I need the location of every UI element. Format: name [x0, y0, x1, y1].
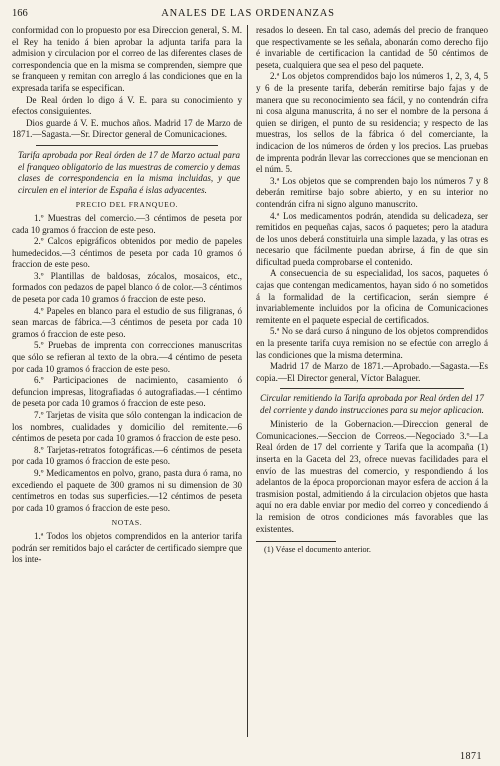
- right-column: [256, 25, 488, 556]
- note-item: 4.ª Los medicamentos podrán, atendida su delicadeza, ser remitidos en pequeñas cajas, sacos ó paquetes; pero la atadura de los unos deberá constituirla una simple lazada, y las otras es necesario que fácilmente puedan abrirse, á fin de que sin dificultad pueda comprobarse el contenido.: [256, 210, 488, 267]
- note-item: 5.ª No se dará curso á ninguno de los objetos comprendidos en la presente tarifa cuya remision no se efectúe con arreglo á las condiciones que la misma determina.: [256, 326, 488, 360]
- note-item: 2.ª Los objetos comprendidos bajo los números 1, 2, 3, 4, 5 y 6 de la presente tarifa, deberán remitirse bajo fajas y de manera que su reconocimiento sea fácil, y no contendrán cifra ni cosa alguna manuscrita, á no ser el nombre de la persona á quien se dirigen, el punto de su residencia; y respecto de las muestras, los sellos de la fábrica ó del comerciante, la indicacion de los números de órden y los precios. Las pruebas de imprenta podrán llevar las correcciones que se mencionan en el núm. 5.: [256, 71, 488, 175]
- paragraph: Ministerio de la Gobernacion.—Direccion general de Comunicaciones.—Seccion de Correos.—Negociado 3.º—La Real órden de 17 del corriente y Tarifa que la acompaña (1) inserta en la Gaceta del 23, ofrece nuevas facilidades para el envío de las muestras del comercio, y respondiendo á los adelantos de la época proporcionan mayor esfera de accion á la trasmision postal, admitiendo á la circulacion objetos que hasta aquí no era dable enviar por medio del correo y concediendo á la remision de otros condiciones más favorables que las existentes.: [256, 419, 488, 534]
- left-column: [12, 25, 242, 566]
- footnote-rule: [256, 541, 336, 542]
- column-divider: [247, 25, 248, 737]
- tariff-item: 9.º Medicamentos en polvo, grano, pasta dura ó rama, no excediendo el paquete de 300 gramos ni su dimension de 30 centímetros en todas sus superficies.—12 céntimos de peseta por cada 10 gramos ó fraccion de este peso.: [12, 467, 242, 513]
- footnote: (1) Véase el documento anterior.: [264, 545, 371, 555]
- paragraph: Dios guarde á V. E. muchos años. Madrid 17 de Marzo de 1871.—Sagasta.—Sr. Director general de Comunicaciones.: [12, 117, 242, 140]
- signature: Madrid 17 de Marzo de 1871.—Aprobado.—Sagasta.—Es copia.—El Director general, Víctor Balaguer.: [256, 361, 488, 383]
- page-number: 166: [12, 8, 28, 19]
- note-item: 3.ª Los objetos que se comprenden bajo los números 7 y 8 deberán remitirse bajo sobre abierto, y en su interior no contendrán cifra ni signo alguno manuscrito.: [256, 175, 488, 209]
- page-header: [12, 8, 484, 22]
- tariff-item: 7.º Tarjetas de visita que sólo contengan la indicacion de los nombres, cualidades y domicilio del remitente.—6 céntimos de peseta por cada 10 gramos ó fraccion de este peso.: [12, 410, 242, 444]
- circular-title: Circular remitiendo la Tarifa aprobada por Real órden del 17 del corriente y dando instrucciones para su mejor aplicacion.: [260, 393, 484, 415]
- paragraph: resados lo deseen. En tal caso, además del precio de franqueo que respectivamente se les señala, abonarán como derecho fijo é invariable de certificacion la cantidad de 50 céntimos de peseta, cualquiera que sea el peso del paquete.: [256, 25, 488, 70]
- section-title: PRECIO DEL FRANQUEO.: [75, 200, 179, 210]
- paragraph: De Real órden lo digo á V. E. para su conocimiento y efectos consiguientes.: [12, 94, 242, 117]
- paragraph: conformidad con lo propuesto por esa Direccion general, S. M. el Rey ha tenido á bien aprobar la adjunta tarifa para la admision y circulacion por el correo de las diferentes clases de correspondencia que en la misma se comprenden, siempre que se franqueen y remitan con arreglo á las condiciones que en la expresada tarifa se especifican.: [12, 25, 242, 93]
- tariff-item: 4.º Papeles en blanco para el estudio de sus filigranas, ó sean marcas de fábrica.—3 céntimos de peseta por cada 10 gramos ó fraccion de este peso.: [12, 305, 242, 339]
- running-title: ANALES DE LAS ORDENANZAS: [161, 8, 335, 19]
- tariff-item: 8.º Tarjetas-retratos fotográficas.—6 céntimos de peseta por cada 10 gramos ó fraccion de este peso.: [12, 444, 242, 467]
- separator-rule: [280, 388, 464, 389]
- tarifa-heading: Tarifa aprobada por Real órden de 17 de Marzo actual para el franqueo obligatorio de las muestras de comercio y demas clases de correspondencia en la misma incluidas, y que circulen en el interior de España é islas adyacentes.: [18, 149, 240, 195]
- note-item: 1.ª Todos los objetos comprendidos en la anterior tarifa podrán ser remitidos bajo el carácter de certificado siempre que los inte-: [12, 530, 242, 565]
- note-item: A consecuencia de su especialidad, los sacos, paquetes ó cajas que contengan medicamentos, hayan sido ó no sometidos á la formalidad de la certificacion, serán siempre é invariablemente incluidos por la oficina de Comunicaciones remitente en el paquete especial de certificados.: [256, 268, 488, 325]
- separator-rule: [36, 145, 218, 146]
- tariff-item: 5.º Pruebas de imprenta con correcciones manuscritas que sólo se refieran al texto de la obra.—4 céntimo de peseta por cada 10 gramos ó fraccion de este peso.: [12, 340, 242, 374]
- tariff-item: 6.º Participaciones de nacimiento, casamiento ó defuncion impresas, litografiadas ó autografiadas.—1 céntimo de peseta por cada 10 gramos ó fraccion de este peso.: [12, 375, 242, 409]
- notes-title: NOTAS.: [111, 518, 143, 528]
- tariff-item: 1.º Muestras del comercio.—3 céntimos de peseta por cada 10 gramos ó fraccion de este peso.: [12, 212, 242, 235]
- tariff-item: 3.º Plantillas de baldosas, zócalos, mosaicos, etc., formados con pedazos de papel blanco ó de color.—3 céntimos de peseta por cada 10 gramos ó fraccion de este peso.: [12, 270, 242, 305]
- footer-year: 1871: [460, 751, 482, 762]
- tariff-item: 2.º Calcos epigráficos obtenidos por medio de papeles humedecidos.—3 céntimos de peseta por cada 10 gramos ó fraccion de este peso.: [12, 236, 242, 270]
